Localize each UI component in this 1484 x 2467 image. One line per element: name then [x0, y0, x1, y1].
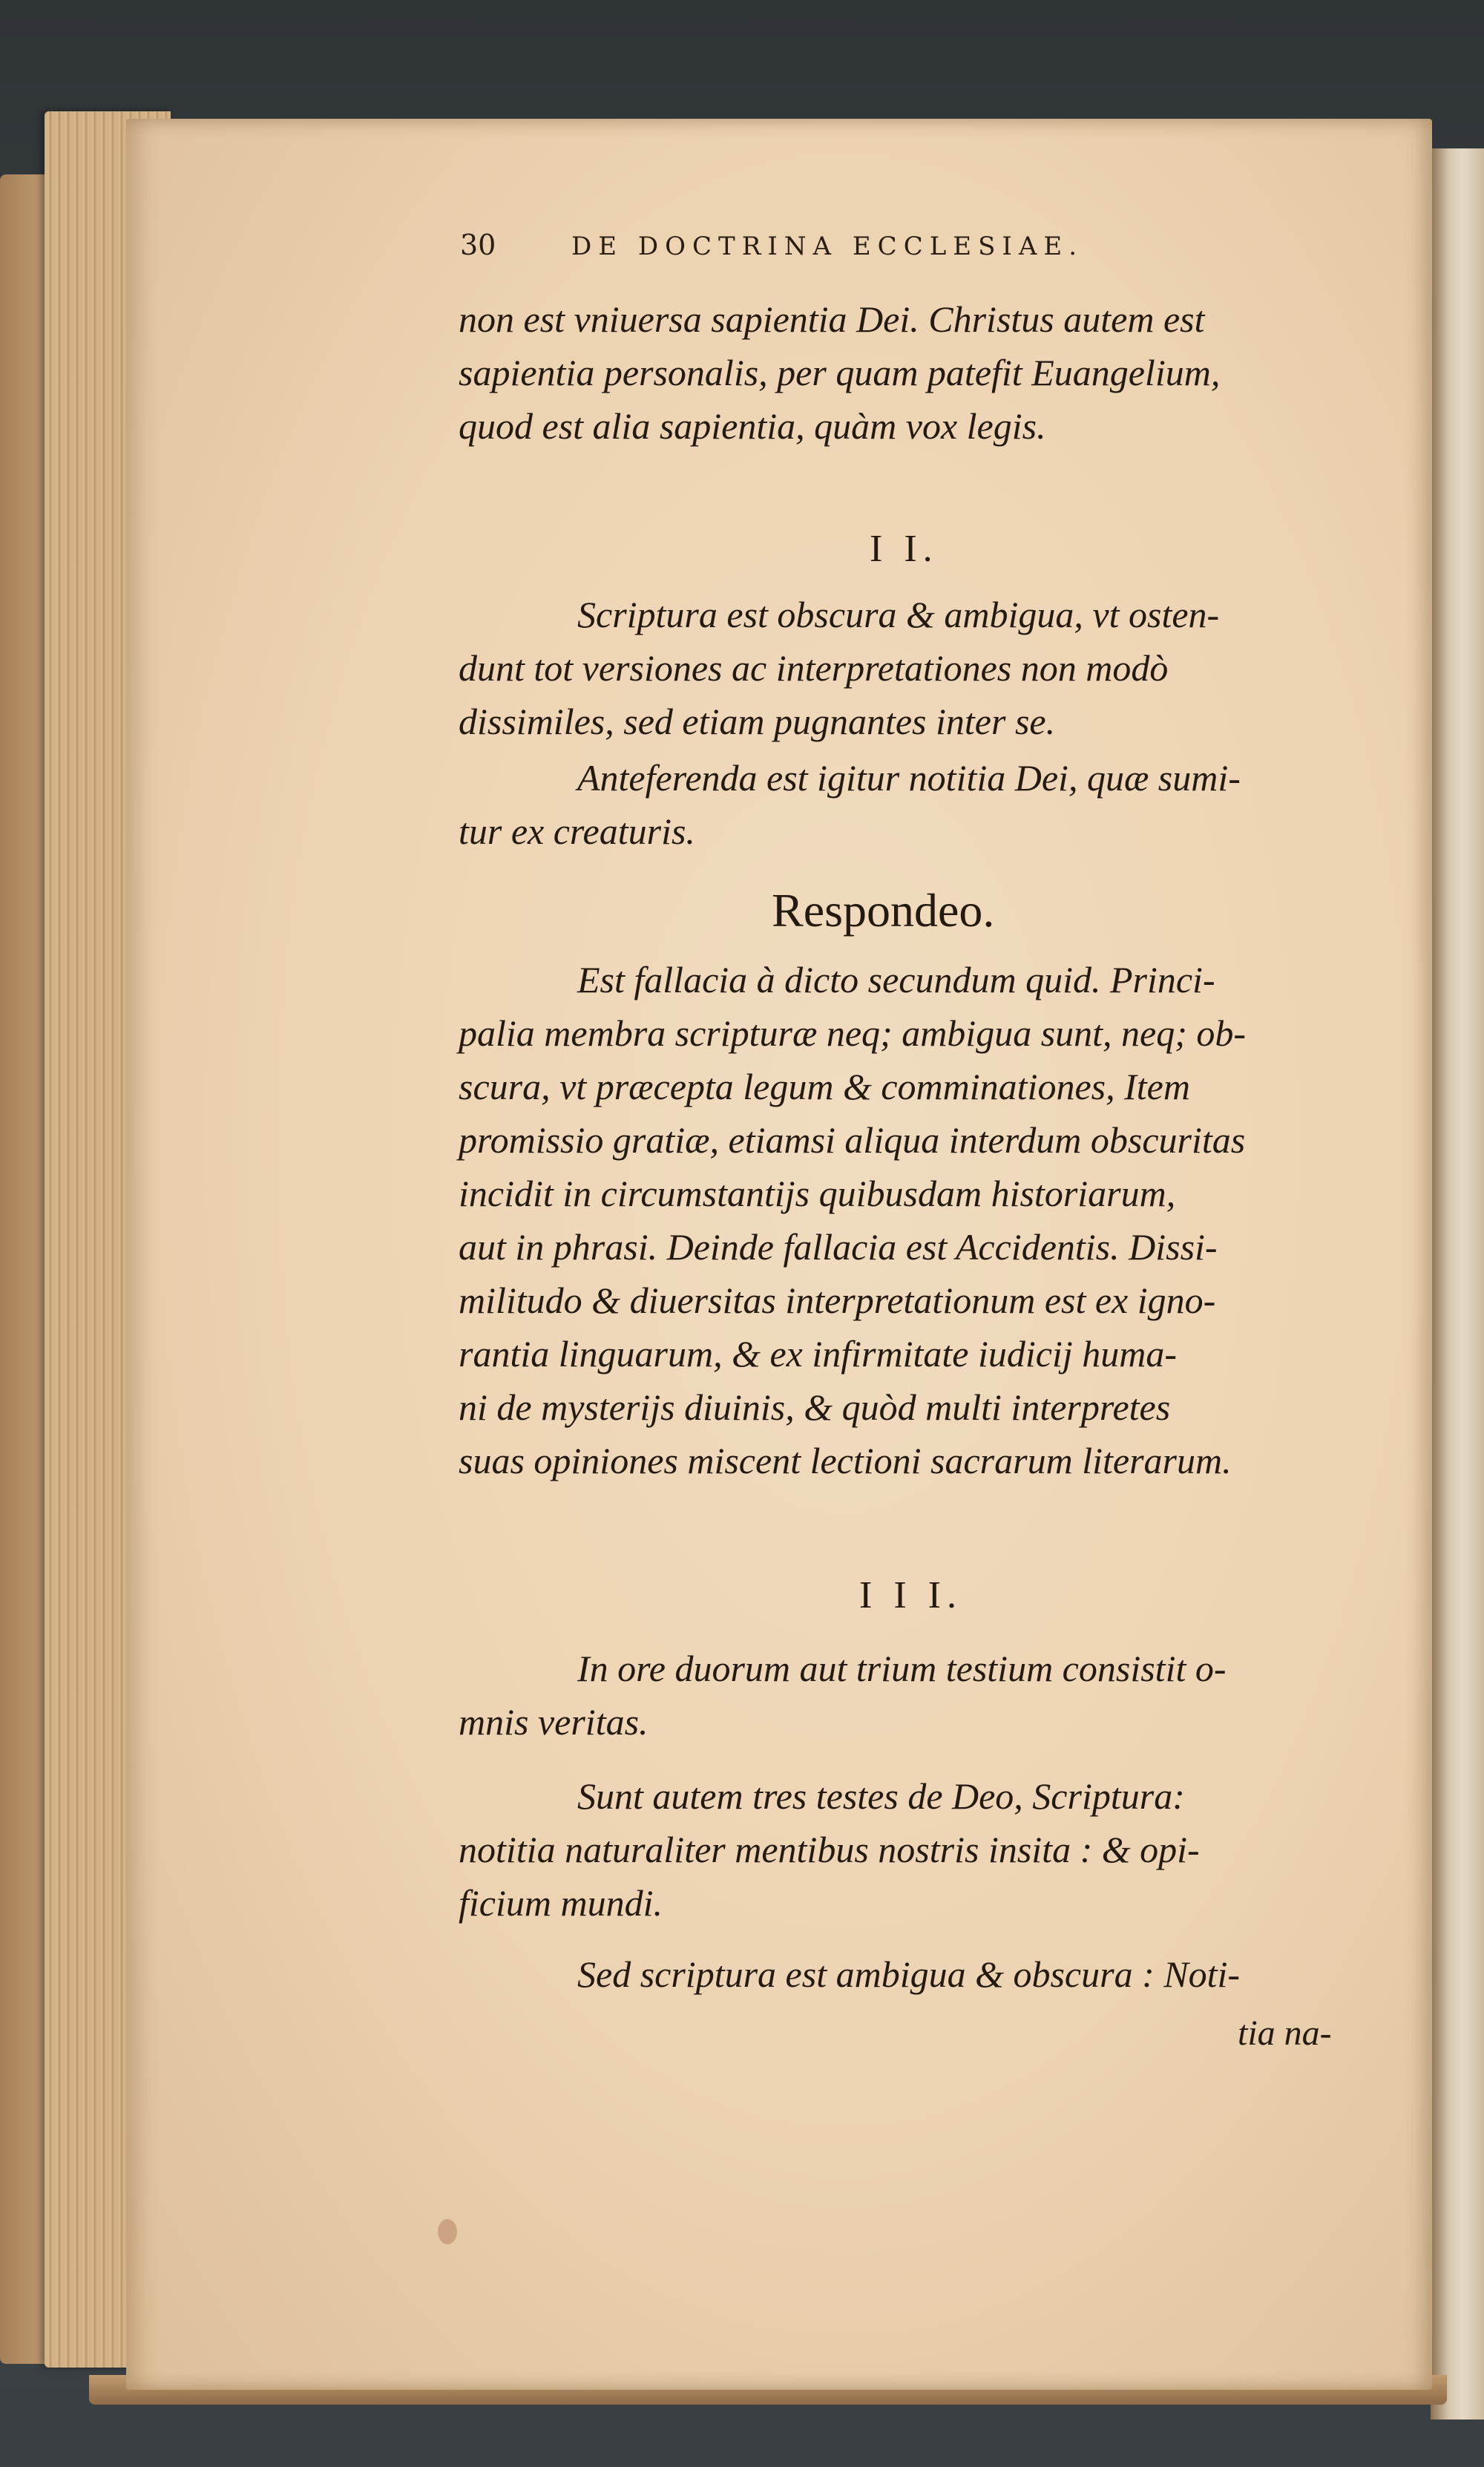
text-line: notitia naturaliter mentibus nostris insita : & opi- — [459, 1829, 1200, 1870]
page-number: 30 — [460, 229, 496, 261]
text-line: Sunt autem tres testes de Deo, Scriptura: — [577, 1775, 1185, 1817]
running-header — [460, 229, 1261, 273]
text-line: suas opiniones miscent lectioni sacrarum literarum. — [459, 1440, 1232, 1481]
text-line: scura, vt præcepta legum & comminationes, Item — [459, 1066, 1190, 1107]
text-line: Scriptura est obscura & ambigua, vt osten- — [577, 594, 1220, 635]
text-line: palia membra scripturæ neq; ambigua sunt, neq; ob- — [459, 1012, 1247, 1054]
section-numeral-3: I I I. — [859, 1574, 962, 1616]
text-line: tur ex creaturis. — [459, 810, 695, 852]
text-line: sapientia personalis, per quam patefit Euangelium, — [459, 352, 1221, 393]
paper-stain — [438, 2219, 457, 2244]
text-line: rantia linguarum, & ex infirmitate iudicij huma- — [459, 1333, 1177, 1375]
text-line: ficium mundi. — [459, 1882, 663, 1924]
text-line: quod est alia sapientia, quàm vox legis. — [459, 405, 1046, 447]
text-line: Est fallacia à dicto secundum quid. Princi- — [577, 959, 1215, 1000]
text-line: militudo & diuersitas interpretationum est ex igno- — [459, 1280, 1216, 1321]
text-line: Anteferenda est igitur notitia Dei, quæ sumi- — [577, 757, 1241, 799]
running-title: DE DOCTRINA ECCLESIAE. — [571, 232, 1084, 261]
text-line: mnis veritas. — [459, 1701, 649, 1743]
text-line: In ore duorum aut trium testium consistit o- — [577, 1648, 1227, 1689]
text-line: aut in phrasi. Deinde fallacia est Accidentis. Dissi- — [459, 1226, 1218, 1268]
respondeo-heading: Respondeo. — [772, 884, 995, 937]
text-line: dissimiles, sed etiam pugnantes inter se. — [459, 701, 1056, 742]
text-line: non est vniuersa sapientia Dei. Christus autem est — [459, 298, 1205, 340]
facing-page-edge — [1431, 148, 1484, 2420]
text-line: ni de mysterijs diuinis, & quòd multi interpretes — [459, 1386, 1171, 1428]
catchword: tia na- — [1238, 2014, 1332, 2053]
text-line: dunt tot versiones ac interpretationes non modò — [459, 647, 1169, 689]
text-line: promissio gratiæ, etiamsi aliqua interdum obscuritas — [459, 1119, 1246, 1161]
text-line: incidit in circumstantijs quibusdam historiarum, — [459, 1173, 1176, 1214]
section-numeral-2: I I. — [870, 528, 939, 570]
text-line: Sed scriptura est ambigua & obscura : Noti- — [577, 1953, 1241, 1995]
